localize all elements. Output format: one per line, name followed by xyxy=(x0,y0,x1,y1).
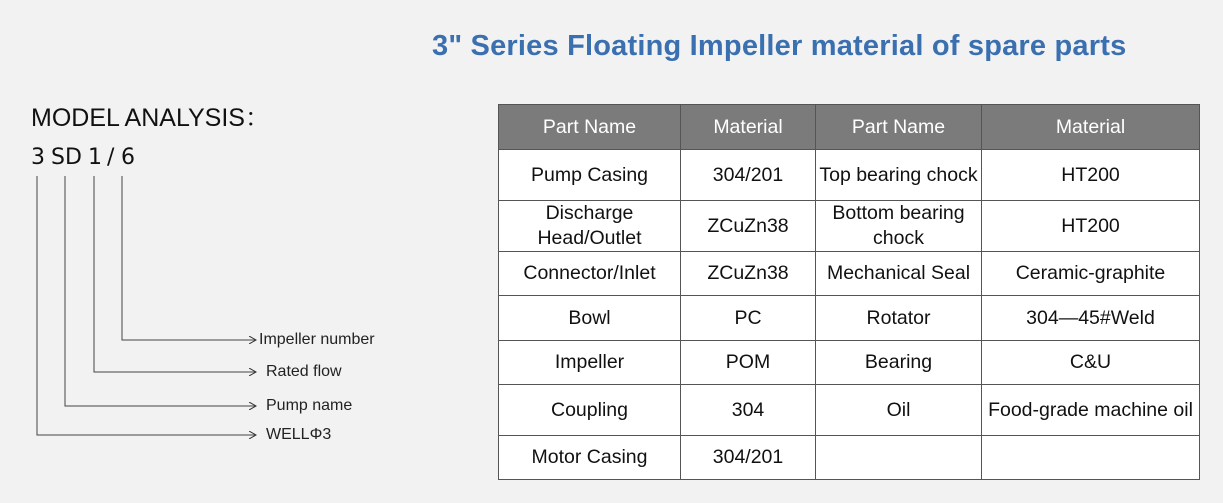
table-cell: PC xyxy=(681,296,816,341)
header-material: Material xyxy=(982,105,1200,150)
header-part-name: Part Name xyxy=(816,105,982,150)
model-code-size: 3 xyxy=(31,145,45,170)
table-cell: Bowl xyxy=(499,296,681,341)
table-row xyxy=(499,436,1200,480)
page-title: 3" Series Floating Impeller material of spare parts xyxy=(432,30,1127,62)
annotation-impeller-number: Impeller number xyxy=(259,331,375,348)
table-cell: Ceramic-graphite xyxy=(982,252,1200,296)
table-cell: 304/201 xyxy=(681,436,816,480)
table-cell xyxy=(816,436,982,480)
table-cell: Top bearing chock xyxy=(816,150,982,201)
table-cell: Food-grade machine oil xyxy=(982,385,1200,436)
table-row xyxy=(499,341,1200,385)
rated-flow-leader xyxy=(94,176,256,372)
model-code-flow: 1 xyxy=(88,145,102,170)
annotation-rated-flow: Rated flow xyxy=(266,363,342,380)
table-header-row xyxy=(499,105,1200,150)
table-cell: POM xyxy=(681,341,816,385)
well-leader xyxy=(37,176,256,435)
impeller-number-leader xyxy=(122,176,256,340)
table-cell: ZCuZn38 xyxy=(681,201,816,252)
table-row xyxy=(499,150,1200,201)
table-cell xyxy=(982,436,1200,480)
table-row xyxy=(499,252,1200,296)
table-cell: 304—45#Weld xyxy=(982,296,1200,341)
table-cell: 304 xyxy=(681,385,816,436)
table-cell: Oil xyxy=(816,385,982,436)
annotation-pump-name: Pump name xyxy=(266,397,353,414)
table-cell: Connector/Inlet xyxy=(499,252,681,296)
table-row xyxy=(499,385,1200,436)
model-code-name: SD xyxy=(51,145,82,170)
table-row xyxy=(499,296,1200,341)
table-cell: Coupling xyxy=(499,385,681,436)
table-cell: C&U xyxy=(982,341,1200,385)
table-cell: Bearing xyxy=(816,341,982,385)
table-cell: ZCuZn38 xyxy=(681,252,816,296)
table-cell: Impeller xyxy=(499,341,681,385)
header-material: Material xyxy=(681,105,816,150)
table-cell: HT200 xyxy=(982,201,1200,252)
table-cell: Discharge Head/Outlet xyxy=(499,201,681,252)
table-cell: Mechanical Seal xyxy=(816,252,982,296)
table-cell: HT200 xyxy=(982,150,1200,201)
model-diagram-lines xyxy=(0,0,498,503)
header-part-name: Part Name xyxy=(499,105,681,150)
model-analysis-heading: MODEL ANALYSIS： xyxy=(31,104,270,132)
table-cell: Pump Casing xyxy=(499,150,681,201)
table-cell: 304/201 xyxy=(681,150,816,201)
table-cell: Bottom bearing chock xyxy=(816,201,982,252)
annotation-well: WELLΦ3 xyxy=(266,426,332,443)
spare-parts-table xyxy=(498,104,1200,480)
table-row xyxy=(499,201,1200,252)
model-code-slash: / xyxy=(107,145,115,170)
model-code-impeller: 6 xyxy=(121,145,135,170)
table-cell: Motor Casing xyxy=(499,436,681,480)
table-cell: Rotator xyxy=(816,296,982,341)
